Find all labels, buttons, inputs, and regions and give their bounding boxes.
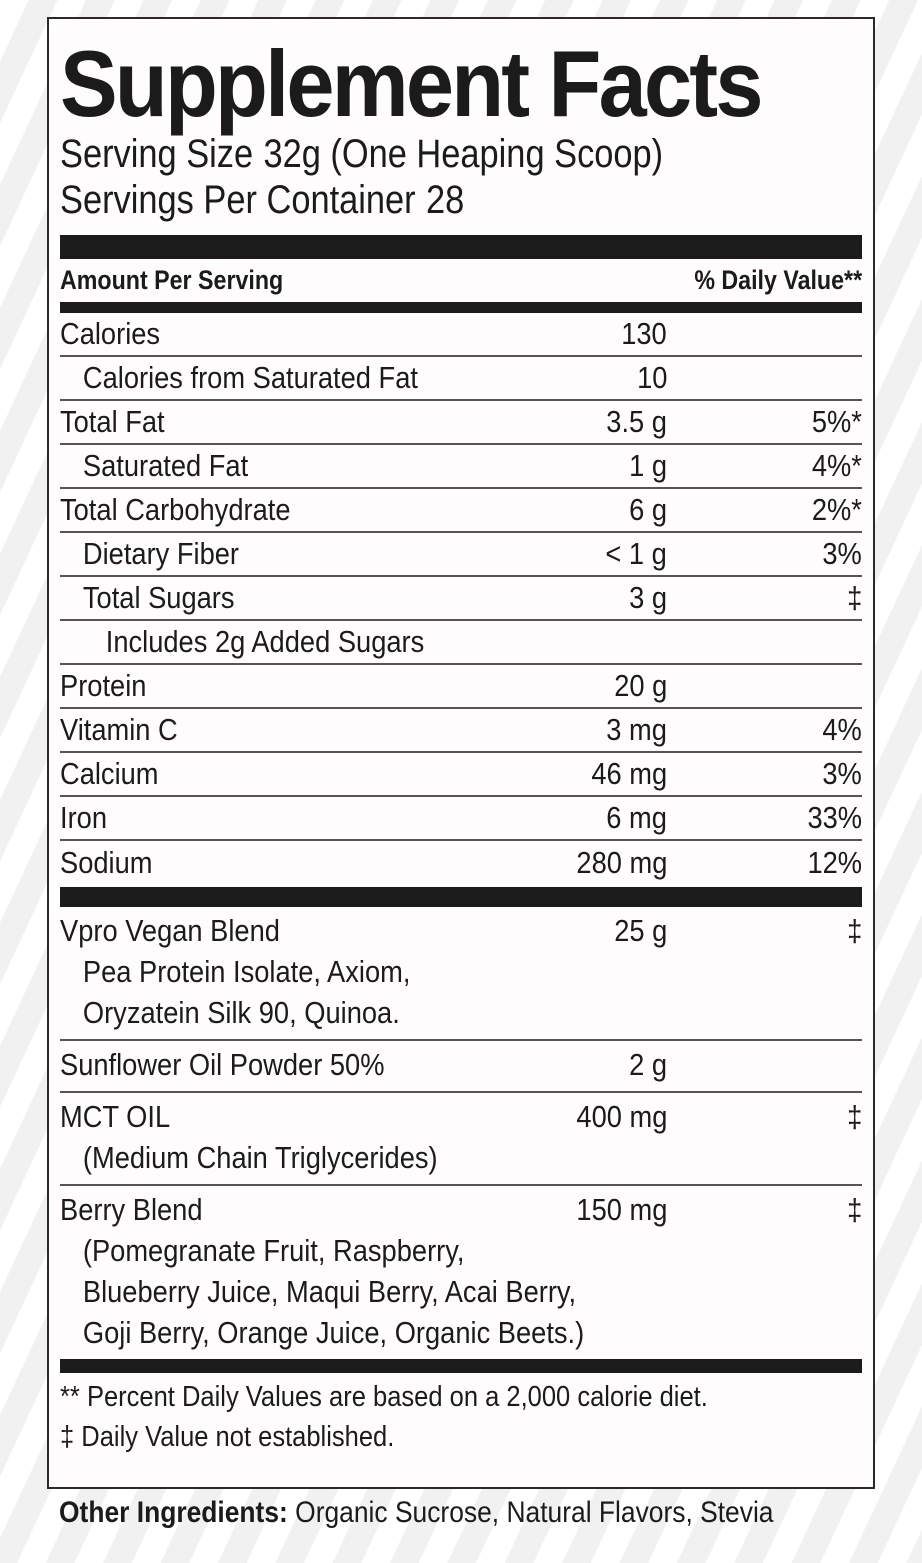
other-ingredients-value: Organic Sucrose, Natural Flavors, Stevia: [295, 1496, 774, 1529]
nutrient-row-iron: [60, 797, 862, 841]
nutrient-row-added-sugars: [60, 621, 862, 665]
blend-ingredients: (Medium Chain Triglycerides): [82, 1140, 438, 1175]
nutrient-amount: 20 g: [613, 668, 667, 703]
nutrient-row-calories-sat-fat: [60, 357, 862, 401]
nutrient-row-calcium: [60, 753, 862, 797]
nutrient-amount: 3 g: [629, 580, 667, 615]
footnote-not-established: ‡ Daily Value not established.: [60, 1421, 395, 1453]
divider-medium: [60, 302, 862, 313]
nutrient-amount: 10: [636, 360, 667, 395]
nutrient-daily-value: 5%*: [811, 404, 862, 439]
footnote-daily-values: ** Percent Daily Values are based on a 2,000 calorie diet.: [60, 1381, 708, 1413]
blend-row-berry: [60, 1186, 862, 1359]
nutrient-row-total-carbohydrate: [60, 489, 862, 533]
blend-ingredients: Blueberry Juice, Maqui Berry, Acai Berry,: [82, 1274, 577, 1309]
blend-name: MCT OIL: [60, 1099, 171, 1134]
blend-row-mct-oil: [60, 1093, 862, 1186]
blend-ingredients: (Pomegranate Fruit, Raspberry,: [82, 1233, 465, 1268]
blend-table: [60, 907, 862, 1359]
blend-ingredients: Oryzatein Silk 90, Quinoa.: [82, 995, 400, 1030]
nutrient-amount: 3 mg: [606, 712, 667, 747]
nutrient-name: Calories: [60, 316, 161, 351]
double-dagger-symbol: ‡: [846, 1192, 862, 1227]
nutrient-amount: 6 mg: [606, 800, 667, 835]
column-header: [60, 259, 862, 302]
serving-size-label: Serving Size: [60, 132, 254, 176]
nutrient-row-sodium: [60, 841, 862, 885]
nutrient-daily-value: 4%*: [811, 448, 862, 483]
serving-size-value: 32g (One Heaping Scoop): [263, 132, 664, 176]
blend-name: Sunflower Oil Powder 50%: [60, 1047, 385, 1082]
nutrient-row-total-sugars: [60, 577, 862, 621]
servings-per-container-value: 28: [425, 178, 465, 222]
serving-size: [60, 131, 750, 177]
other-ingredients: [59, 1496, 773, 1530]
nutrient-daily-value: 4%: [822, 712, 862, 747]
double-dagger-symbol: ‡: [846, 580, 862, 615]
nutrient-name: Calcium: [60, 756, 159, 791]
nutrient-name: Total Sugars: [82, 580, 235, 615]
nutrient-row-calories: [60, 313, 862, 357]
nutrient-daily-value: 3%: [822, 756, 862, 791]
nutrient-name: Total Fat: [60, 404, 165, 439]
blend-row-sunflower-oil: [60, 1041, 862, 1093]
divider-thick: [60, 235, 862, 259]
nutrient-name: Total Carbohydrate: [60, 492, 291, 527]
blend-name: Berry Blend: [60, 1192, 203, 1227]
supplement-facts-panel: [47, 17, 875, 1489]
servings-per-container-label: Servings Per Container: [60, 178, 416, 222]
nutrient-table: [60, 313, 862, 885]
nutrient-name: Calories from Saturated Fat: [82, 360, 418, 395]
nutrient-amount: 46 mg: [591, 756, 667, 791]
panel-title: Supplement Facts: [60, 31, 761, 136]
nutrient-amount: 6 g: [629, 492, 667, 527]
nutrient-name: Includes 2g Added Sugars: [105, 624, 425, 659]
nutrient-name: Saturated Fat: [82, 448, 249, 483]
nutrient-name: Sodium: [60, 845, 153, 880]
nutrient-row-dietary-fiber: [60, 533, 862, 577]
blend-amount: 150 mg: [576, 1192, 667, 1227]
divider-thick: [60, 887, 862, 907]
nutrient-daily-value: 33%: [807, 800, 862, 835]
nutrient-name: Protein: [60, 668, 147, 703]
nutrient-amount: < 1 g: [605, 536, 667, 571]
nutrient-row-saturated-fat: [60, 445, 862, 489]
blend-amount: 25 g: [613, 913, 667, 948]
blend-ingredients: Pea Protein Isolate, Axiom,: [82, 954, 411, 989]
nutrient-amount: 280 mg: [576, 845, 667, 880]
nutrient-daily-value: 3%: [822, 536, 862, 571]
nutrient-daily-value: 2%*: [811, 492, 862, 527]
servings-per-container: [60, 177, 750, 223]
blend-ingredients: Goji Berry, Orange Juice, Organic Beets.): [82, 1315, 585, 1350]
nutrient-name: Vitamin C: [60, 712, 178, 747]
nutrient-daily-value: 12%: [807, 845, 862, 880]
daily-value-heading: % Daily Value**: [694, 265, 862, 295]
nutrient-name: Iron: [60, 800, 108, 835]
divider-medium: [60, 1359, 862, 1373]
amount-per-serving-heading: Amount Per Serving: [60, 265, 284, 295]
footnotes: [60, 1373, 862, 1457]
nutrient-row-protein: [60, 665, 862, 709]
blend-row-vpro-vegan: [60, 907, 862, 1041]
blend-name: Vpro Vegan Blend: [60, 913, 280, 948]
nutrient-row-vitamin-c: [60, 709, 862, 753]
blend-amount: 2 g: [629, 1047, 667, 1082]
nutrient-row-total-fat: [60, 401, 862, 445]
nutrient-amount: 3.5 g: [606, 404, 667, 439]
blend-amount: 400 mg: [576, 1099, 667, 1134]
nutrient-name: Dietary Fiber: [82, 536, 240, 571]
nutrient-amount: 1 g: [629, 448, 667, 483]
nutrient-amount: 130: [621, 316, 667, 351]
double-dagger-symbol: ‡: [846, 913, 862, 948]
double-dagger-symbol: ‡: [846, 1099, 862, 1134]
other-ingredients-label: Other Ingredients:: [59, 1496, 288, 1529]
